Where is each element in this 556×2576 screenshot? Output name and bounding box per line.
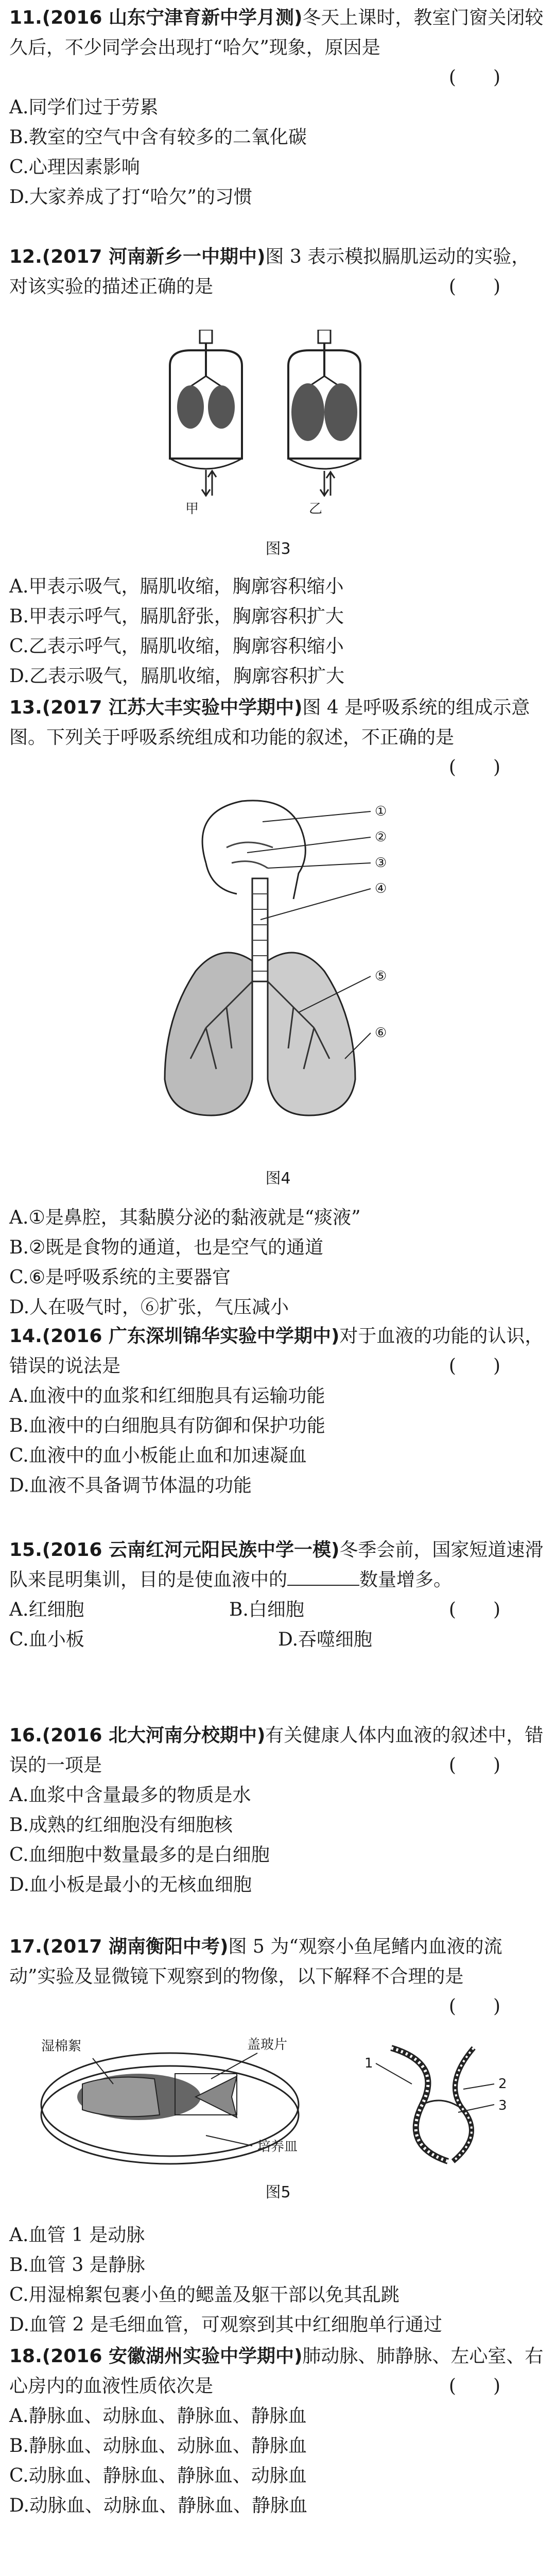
question-stem: 图 3 表示模拟膈肌运动的实验，对该实验的描述正确的是 bbox=[9, 246, 530, 297]
option-b: B.白细胞 bbox=[229, 1599, 304, 1620]
question-number: 14. bbox=[9, 1326, 42, 1347]
question-stem: 有关健康人体内血液的叙述中，错误的一项是 bbox=[9, 1725, 544, 1776]
option-b: B.血液中的白细胞具有防御和保护功能 bbox=[9, 1415, 325, 1436]
question-source: (2016 安徽湖州实验中学期中) bbox=[42, 2346, 303, 2367]
figure-5-caption: 图5 bbox=[265, 2183, 291, 2201]
fish-tail-figure bbox=[21, 2027, 535, 2172]
figure-label-yi: 乙 bbox=[309, 501, 323, 517]
option-b: B.甲表示呼气，膈肌舒张，胸廓容积扩大 bbox=[9, 606, 344, 627]
figure-4-caption: 图4 bbox=[265, 1170, 291, 1188]
option-d: D.动脉血、动脉血、静脉血、静脉血 bbox=[9, 2495, 308, 2516]
question-stem: 肺动脉、肺静脉、左心室、右心房内的血液性质依次是 bbox=[9, 2346, 544, 2397]
option-b: B.教室的空气中含有较多的二氧化碳 bbox=[9, 127, 307, 148]
option-a: A.甲表示吸气，膈肌收缩，胸廓容积缩小 bbox=[9, 576, 344, 597]
question-16 bbox=[9, 1721, 547, 1900]
label-vessel-2: 2 bbox=[498, 2076, 507, 2092]
question-number: 17. bbox=[9, 1936, 42, 1957]
figure-label-1: ① bbox=[375, 804, 387, 819]
option-d: D.血管 2 是毛细血管，可观察到其中红细胞单行通过 bbox=[9, 2314, 442, 2335]
question-13-options bbox=[9, 1203, 547, 1323]
question-stem: 图 5 为“观察小鱼尾鳍内血液的流动”实验及显微镜下观察到的物像，以下解释不合理的是 bbox=[9, 1936, 502, 1987]
option-b: B.成熟的红细胞没有细胞核 bbox=[9, 1815, 233, 1836]
option-c: C.⑥是呼吸系统的主要器官 bbox=[9, 1267, 231, 1288]
option-a: A.血浆中含量最多的物质是水 bbox=[9, 1785, 251, 1806]
answer-paren: ( ) bbox=[448, 757, 500, 778]
question-stem: 冬季会前，国家短道速滑队来昆明集训，目的是使血液中的 bbox=[9, 1539, 544, 1590]
figure-label-5: ⑤ bbox=[375, 969, 387, 984]
question-source: (2016 云南红河元阳民族中学一模) bbox=[42, 1539, 340, 1561]
option-d: D.吞噬细胞 bbox=[278, 1629, 373, 1650]
fish bbox=[77, 2074, 237, 2120]
bell-jar-model-a bbox=[170, 330, 242, 496]
label-vessel-3: 3 bbox=[498, 2098, 507, 2113]
option-a: A.血管 1 是动脉 bbox=[9, 2225, 145, 2246]
label-vessel-1: 1 bbox=[364, 2056, 373, 2071]
option-a: A.①是鼻腔，其黏膜分泌的黏液就是“痰液” bbox=[9, 1207, 361, 1228]
option-d: D.人在吸气时，⑥扩张，气压减小 bbox=[9, 1297, 289, 1318]
question-number: 12. bbox=[9, 246, 42, 267]
answer-paren: ( ) bbox=[448, 1755, 500, 1776]
question-number: 13. bbox=[9, 697, 42, 718]
answer-blank bbox=[287, 1566, 359, 1586]
figure-label-jia: 甲 bbox=[185, 501, 199, 517]
question-15 bbox=[9, 1535, 547, 1655]
option-c: C.用湿棉絮包裹小鱼的鳃盖及躯干部以免其乱跳 bbox=[9, 2284, 399, 2306]
question-13 bbox=[9, 693, 547, 783]
question-17 bbox=[9, 1932, 547, 2022]
option-a: A.同学们过于劳累 bbox=[9, 97, 159, 118]
label-wet-cotton: 湿棉絮 bbox=[41, 2039, 82, 2054]
question-number: 11. bbox=[9, 7, 42, 28]
answer-paren: ( ) bbox=[448, 1996, 500, 2017]
answer-paren: ( ) bbox=[448, 1599, 500, 1620]
question-stem-end: 数量增多。 bbox=[359, 1569, 453, 1590]
question-stem: 对于血液的功能的认识，错误的说法是 bbox=[9, 1326, 544, 1377]
label-petri-dish: 培养皿 bbox=[257, 2139, 298, 2155]
question-14 bbox=[9, 1321, 547, 1501]
question-source: (2017 湖南衡阳中考) bbox=[42, 1936, 229, 1957]
question-source: (2017 河南新乡一中期中) bbox=[42, 246, 266, 267]
question-12 bbox=[9, 242, 547, 302]
figure-3-caption: 图3 bbox=[265, 540, 291, 558]
answer-paren: ( ) bbox=[448, 67, 500, 88]
vessels-micrograph bbox=[376, 2048, 494, 2161]
option-d: D.血小板是最小的无核血细胞 bbox=[9, 1874, 252, 1895]
head-outline bbox=[202, 801, 305, 899]
question-11 bbox=[9, 3, 547, 212]
question-17-options bbox=[9, 2221, 547, 2340]
left-lung bbox=[165, 953, 252, 1115]
option-d: D.大家养成了打“哈欠”的习惯 bbox=[9, 187, 252, 208]
question-stem: 冬天上课时，教室门窗关闭较久后，不少同学会出现打“哈欠”现象，原因是 bbox=[9, 7, 544, 58]
question-source: (2016 北大河南分校期中) bbox=[42, 1725, 266, 1746]
diaphragm-model-figure bbox=[154, 330, 391, 526]
figure-label-4: ④ bbox=[375, 881, 387, 896]
label-cover-slip: 盖玻片 bbox=[247, 2037, 288, 2053]
figure-label-3: ③ bbox=[375, 855, 387, 871]
option-d: D.乙表示吸气，膈肌收缩，胸廓容积扩大 bbox=[9, 666, 345, 687]
option-b: B.②既是食物的通道，也是空气的通道 bbox=[9, 1237, 324, 1258]
bell-jar-model-b bbox=[288, 330, 360, 496]
question-source: (2016 广东深圳锦华实验中学期中) bbox=[42, 1326, 340, 1347]
option-c: C.心理因素影响 bbox=[9, 157, 140, 178]
question-18 bbox=[9, 2342, 547, 2521]
question-number: 15. bbox=[9, 1539, 42, 1561]
answer-paren: ( ) bbox=[448, 276, 500, 297]
question-source: (2016 山东宁津育新中学月测) bbox=[42, 7, 303, 28]
trachea bbox=[252, 878, 268, 981]
option-c: C.血液中的血小板能止血和加速凝血 bbox=[9, 1445, 307, 1466]
question-number: 16. bbox=[9, 1725, 42, 1746]
figure-label-2: ② bbox=[375, 829, 387, 845]
right-lung bbox=[268, 953, 355, 1115]
question-stem: 图 4 是呼吸系统的组成示意图。下列关于呼吸系统组成和功能的叙述，不正确的是 bbox=[9, 697, 530, 748]
option-c: C.血小板 bbox=[9, 1629, 84, 1650]
question-number: 18. bbox=[9, 2346, 42, 2367]
question-source: (2017 江苏大丰实验中学期中) bbox=[42, 697, 303, 718]
option-c: C.动脉血、静脉血、静脉血、动脉血 bbox=[9, 2465, 307, 2486]
option-c: C.乙表示呼气，膈肌收缩，胸廓容积缩小 bbox=[9, 636, 344, 657]
option-a: A.血液中的血浆和红细胞具有运输功能 bbox=[9, 1385, 325, 1406]
answer-paren: ( ) bbox=[448, 2376, 500, 2397]
figure-label-6: ⑥ bbox=[375, 1025, 387, 1041]
option-a: A.红细胞 bbox=[9, 1599, 84, 1620]
option-b: B.静脉血、动脉血、动脉血、静脉血 bbox=[9, 2435, 307, 2456]
answer-paren: ( ) bbox=[448, 1355, 500, 1377]
question-12-options bbox=[9, 572, 547, 691]
option-c: C.血细胞中数量最多的是白细胞 bbox=[9, 1844, 270, 1866]
respiratory-system-figure bbox=[129, 791, 438, 1151]
option-b: B.血管 3 是静脉 bbox=[9, 2255, 145, 2276]
option-d: D.血液不具备调节体温的功能 bbox=[9, 1475, 252, 1496]
option-a: A.静脉血、动脉血、静脉血、静脉血 bbox=[9, 2405, 307, 2427]
